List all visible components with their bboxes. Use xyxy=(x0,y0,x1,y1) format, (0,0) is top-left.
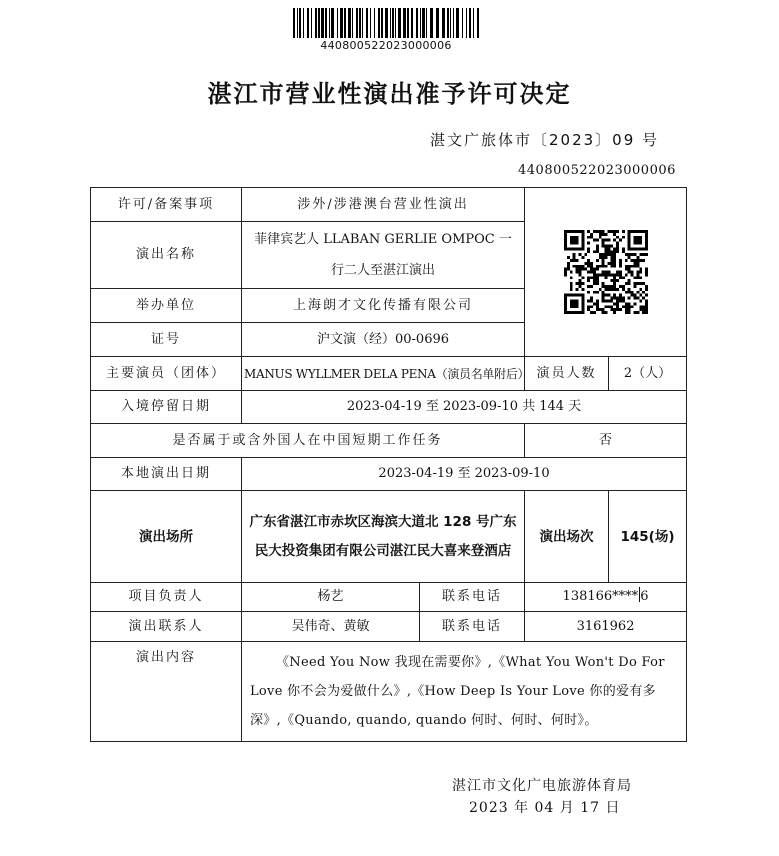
document-title: 湛江市营业性演出准予许可决定 xyxy=(207,79,572,108)
table-row xyxy=(91,458,687,491)
local-dates-label: 本地演出日期 xyxy=(91,458,242,491)
table-row xyxy=(91,391,687,424)
performer-count-value: 2（人） xyxy=(609,357,687,391)
entry-period-value: 2023-04-19 至 2023-09-10 共 144 天 xyxy=(242,391,687,424)
show-name-label: 演出名称 xyxy=(91,222,242,289)
content-value: 《Need You Now 我现在需要你》,《What You Won't Do For Love 你不会为爱做什么》,《How Deep Is Your Love 你的爱有多深》,《Quando, quando, quando 何时、何时、何时》。 xyxy=(242,642,687,742)
manager-phone-cell xyxy=(525,583,687,612)
table-row xyxy=(91,188,687,222)
document-number: 湛文广旅体市〔2023〕09 号 xyxy=(430,131,660,149)
main-performer-label: 主要演员（团体） xyxy=(91,357,242,391)
venue-value: 广东省湛江市赤坎区海滨大道北 128 号广东民大投资集团有限公司湛江民大喜来登酒店 xyxy=(242,491,525,583)
license-value: 沪文演（经）00-0696 xyxy=(242,323,525,357)
permit-item-label: 许可/备案事项 xyxy=(91,188,242,222)
main-performer-value: MANUS WYLLMER DELA PENA（演员名单附后） xyxy=(242,357,525,391)
table-row xyxy=(91,583,687,612)
manager-value: 杨艺 xyxy=(242,583,420,612)
show-name-value: 菲律宾艺人 LLABAN GERLIE OMPOC 一行二人至湛江演出 xyxy=(242,222,525,289)
foreign-work-value: 否 xyxy=(525,424,687,458)
sessions-value: 145(场) xyxy=(609,491,687,583)
entry-period-label: 入境停留日期 xyxy=(91,391,242,424)
issuing-organization: 湛江市文化广电旅游体育局 xyxy=(452,778,632,794)
contact-phone-label: 联系电话 xyxy=(420,612,525,642)
organizer-label: 举办单位 xyxy=(91,289,242,323)
performer-count-label: 演员人数 xyxy=(525,357,609,391)
barcode xyxy=(293,8,479,38)
table-row xyxy=(91,612,687,642)
foreign-work-label: 是否属于或含外国人在中国短期工作任务 xyxy=(91,424,525,458)
contact-label: 演出联系人 xyxy=(91,612,242,642)
license-label: 证号 xyxy=(91,323,242,357)
manager-label: 项目负责人 xyxy=(91,583,242,612)
content-label: 演出内容 xyxy=(91,642,242,742)
contact-value: 吴伟奇、黄敏 xyxy=(242,612,420,642)
contact-phone-value: 3161962 xyxy=(525,612,687,642)
sessions-label: 演出场次 xyxy=(525,491,609,583)
table-row xyxy=(91,491,687,583)
permit-item-value: 涉外/涉港澳台营业性演出 xyxy=(242,188,525,222)
qr-cell xyxy=(525,188,687,357)
table-row xyxy=(91,424,687,458)
table-row xyxy=(91,357,687,391)
table-row xyxy=(91,642,687,742)
organizer-value: 上海朗才文化传播有限公司 xyxy=(242,289,525,323)
manager-phone-value: 138166**** 6 xyxy=(562,589,649,604)
qr-code-icon xyxy=(564,230,648,314)
manager-phone-label: 联系电话 xyxy=(420,583,525,612)
permit-table xyxy=(90,187,687,742)
barcode-number: 440800522023000006 xyxy=(320,39,452,52)
venue-label: 演出场所 xyxy=(91,491,242,583)
text-cursor xyxy=(639,587,640,602)
issue-date: 2023 年 04 月 17 日 xyxy=(469,800,621,816)
local-dates-value: 2023-04-19 至 2023-09-10 xyxy=(242,458,687,491)
document-code: 440800522023000006 xyxy=(518,163,676,178)
